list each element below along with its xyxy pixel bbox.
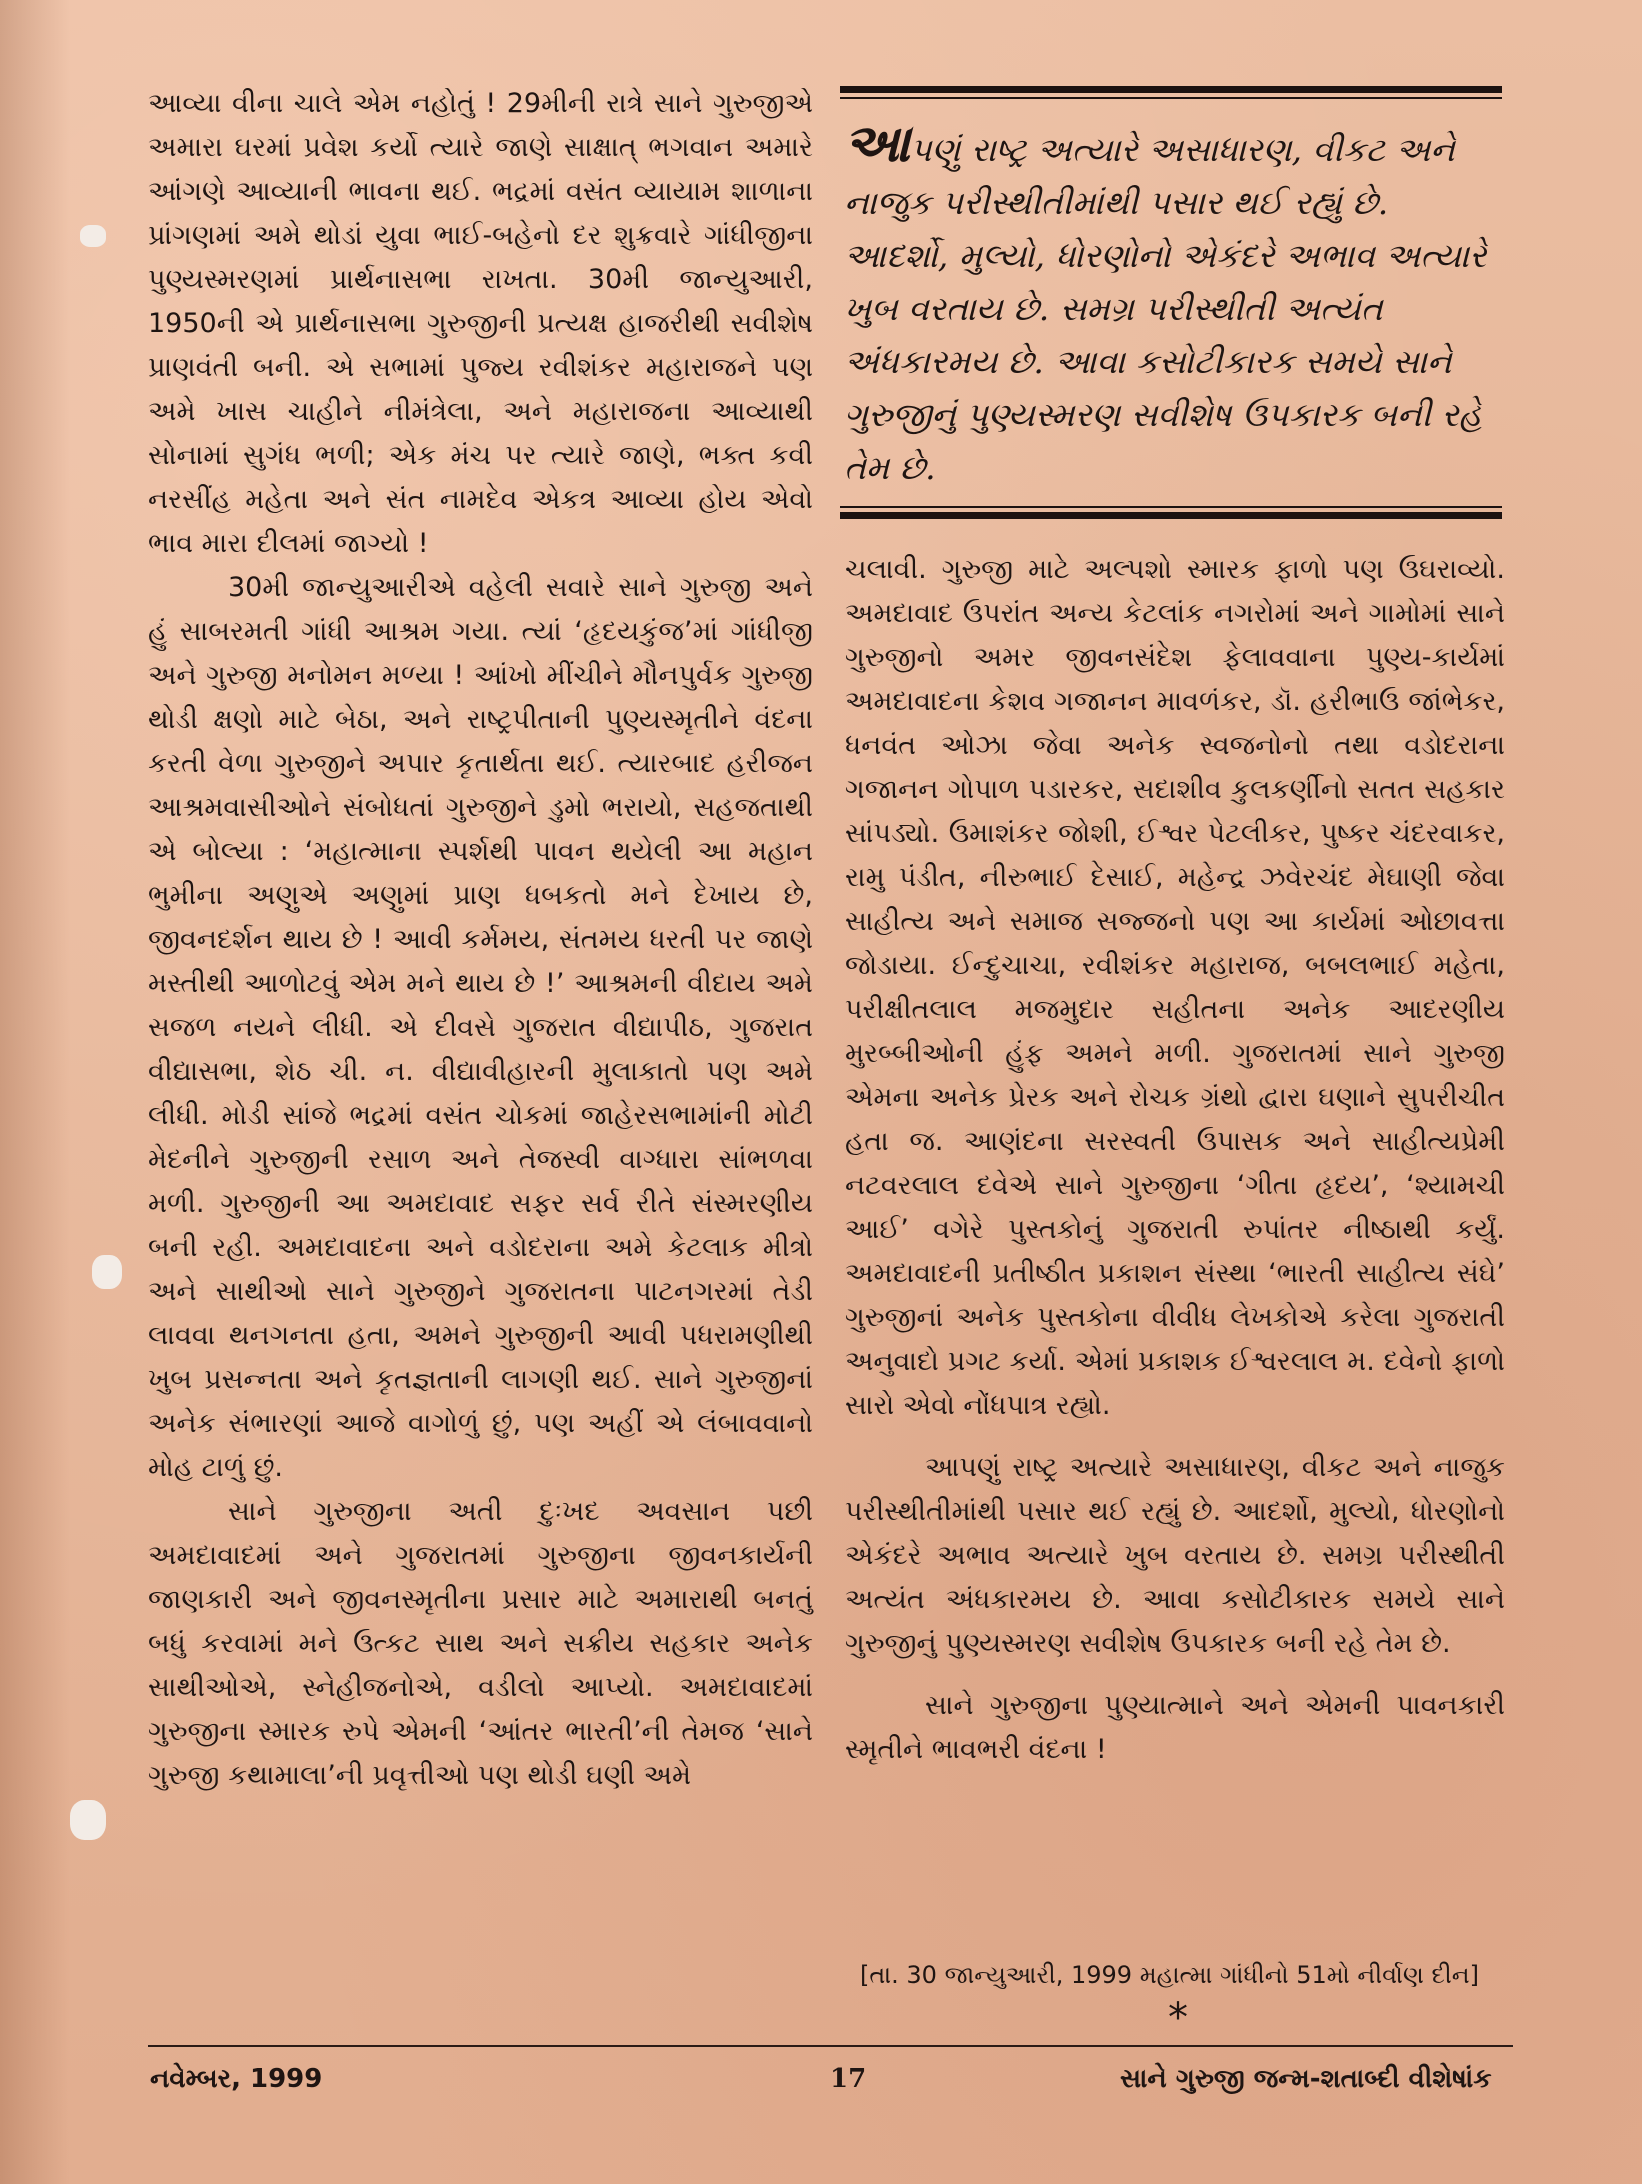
paper-hole — [92, 1255, 122, 1289]
pull-quote-body: પણું રાષ્ટ્ર અત્યારે અસાધારણ, વીકટ અને નાજુક પરીસ્થીતીમાંથી પસાર થઈ રહ્યું છે. આદર્શો, મુલ્યો, ધોરણોનો એકંદરે અભાવ અત્યારે ખુબ વરતાય છે. સમગ્ર પરીસ્થીતી અત્યંત અંધકારમય છે. આવા કસોટીકારક સમયે સાને ગુરુજીનું પુણ્યસ્મરણ સવીશેષ ઉપકારક બની રહે તેમ છે. — [844, 130, 1487, 487]
paragraph: સાને ગુરુજીના પુણ્યાત્માને અને એમની પાવનકારી સ્મૃતીને ભાવભરી વંદના ! — [845, 1690, 1505, 1765]
drop-cap: આ — [844, 113, 911, 174]
pull-quote-text — [840, 99, 1502, 502]
paper-hole — [80, 225, 106, 247]
right-column — [845, 548, 1505, 1772]
paragraph: સાને ગુરુજીના અતી દુઃખદ અવસાન પછી અમદાવાદમાં અને ગુજરાતમાં ગુરુજીના જીવનકાર્યની જાણકારી અને જીવનસ્મૃતીના પ્રસાર માટે અમારાથી બનતું બધું કરવામાં મને ઉત્કટ સાથ અને સક્રીય સહકાર અનેક સાથીઓએ, સ્નેહીજનોએ, વડીલો આપ્યો. અમદાવાદમાં ગુરુજીના સ્મારક રુપે એમની ‘આંતર ભારતી’ની તેમજ ‘સાને ગુરુજી કથામાલા’ની પ્રવૃત્તીઓ પણ થોડી ઘણી અમે — [148, 1496, 813, 1791]
paragraph: આવ્યા વીના ચાલે એમ નહોતું ! 29મીની રાત્રે સાને ગુરુજીએ અમારા ઘરમાં પ્રવેશ કર્યો ત્યારે જાણે સાક્ષાત્ ભગવાન અમારે આંગણે આવ્યાની ભાવના થઈ. ભદ્રમાં વસંત વ્યાયામ શાળાના પ્રાંગણમાં અમે થોડાં યુવા ભાઈ-બહેનો દર શુક્રવારે ગાંધીજીના પુણ્યસ્મરણમાં પ્રાર્થનાસભા રાખતા. 30મી જાન્યુઆરી, 1950ની એ પ્રાર્થનાસભા ગુરુજીની પ્રત્યક્ષ હાજરીથી સવીશેષ પ્રાણવંતી બની. એ સભામાં પુજ્ય રવીશંકર મહારાજને પણ અમે ખાસ ચાહીને નીમંત્રેલા, અને મહારાજના આવ્યાથી સોનામાં સુગંધ ભળી; એક મંચ પર ત્યારે જાણે, ભક્ત કવી નરસીંહ મહેતા અને સંત નામદેવ એકત્ર આવ્યા હોય એવો ભાવ મારા દીલમાં જાગ્યો ! — [148, 88, 813, 559]
footer-divider — [148, 2045, 1513, 2047]
page-edge-shadow — [0, 0, 70, 2184]
divider — [840, 506, 1502, 508]
asterisk-ornament: * — [1168, 1995, 1188, 2041]
footer-date: નવેમ્બર, 1999 — [150, 2064, 323, 2094]
left-column — [148, 82, 813, 1798]
pull-quote — [840, 86, 1502, 519]
footer-issue-title: સાને ગુરુજી જન્મ-શતાબ્દી વીશેષાંક — [1120, 2064, 1492, 2094]
divider — [840, 512, 1502, 519]
paragraph: આપણું રાષ્ટ્ર અત્યારે અસાધારણ, વીકટ અને નાજુક પરીસ્થીતીમાંથી પસાર થઈ રહ્યું છે. આદર્શો, મુલ્યો, ધોરણોનો એકંદરે અભાવ અત્યારે ખુબ વરતાય છે. સમગ્ર પરીસ્થીતી અત્યંત અંધકારમય છે. આવા કસોટીકારક સમયે સાને ગુરુજીનું પુણ્યસ્મરણ સવીશેષ ઉપકારક બની રહે તેમ છે. — [845, 1452, 1505, 1659]
dateline: [તા. 30 જાન્યુઆરી, 1999 મહાત્મા ગાંધીનો 51મો નીર્વાણ દીન] — [860, 1961, 1480, 1989]
divider — [840, 86, 1502, 93]
paragraph: 30મી જાન્યુઆરીએ વહેલી સવારે સાને ગુરુજી અને હું સાબરમતી ગાંધી આશ્રમ ગયા. ત્યાં ‘હૃદયકુંજ’માં ગાંધીજી અને ગુરુજી મનોમન મળ્યા ! આંખો મીંચીને મૌનપુર્વક ગુરુજી થોડી ક્ષણો માટે બેઠા, અને રાષ્ટ્રપીતાની પુણ્યસ્મૃતીને વંદના કરતી વેળા ગુરુજીને અપાર કૃતાર્થતા થઈ. ત્યારબાદ હરીજન આશ્રમવાસીઓને સંબોધતાં ગુરુજીને ડુમો ભરાયો, સહજતાથી એ બોલ્યા : ‘મહાત્માના સ્પર્શથી પાવન થયેલી આ મહાન ભુમીના અણુએ અણુમાં પ્રાણ ધબકતો મને દેખાય છે, જીવનદર્શન થાય છે ! આવી કર્મમય, સંતમય ધરતી પર જાણે મસ્તીથી આળોટવું એમ મને થાય છે !’ આશ્રમની વીદાય અમે સજળ નયને લીધી. એ દીવસે ગુજરાત વીદ્યાપીઠ, ગુજરાત વીદ્યાસભા, શેઠ ચી. ન. વીદ્યાવીહારની મુલાકાતો પણ અમે લીધી. મોડી સાંજે ભદ્રમાં વસંત ચોકમાં જાહેરસભામાંની મોટી મેદનીને ગુરુજીની રસાળ અને તેજસ્વી વાગ્ધારા સાંભળવા મળી. ગુરુજીની આ અમદાવાદ સફર સર્વ રીતે સંસ્મરણીય બની રહી. અમદાવાદના અને વડોદરાના અમે કેટલાક મીત્રો અને સાથીઓ સાને ગુરુજીને ગુજરાતના પાટનગરમાં તેડી લાવવા થનગનતા હતા, અમને ગુરુજીની આવી પધરામણીથી ખુબ પ્રસન્નતા અને કૃતજ્ઞતાની લાગણી થઈ. સાને ગુરુજીનાં અનેક સંભારણાં આજે વાગોળું છું, પણ અહીં એ લંબાવવાનો મોહ ટાળું છું. — [148, 572, 813, 1483]
page-number: 17 — [830, 2064, 867, 2094]
paper-hole — [70, 1800, 106, 1840]
paragraph: ચલાવી. ગુરુજી માટે અલ્પશો સ્મારક ફાળો પણ ઉઘરાવ્યો. અમદાવાદ ઉપરાંત અન્ય કેટલાંક નગરોમાં અને ગામોમાં સાને ગુરુજીનો અમર જીવનસંદેશ ફેલાવવાના પુણ્ય-કાર્યમાં અમદાવાદના કેશવ ગજાનન માવળંકર, ડૉ. હરીભાઉ જાંભેકર, ધનવંત ઓઝા જેવા અનેક સ્વજનોનો તથા વડોદરાના ગજાનન ગોપાળ પડારકર, સદાશીવ કુલકર્ણીનો સતત સહકાર સાંપડ્યો. ઉમાશંકર જોશી, ઈશ્વર પેટલીકર, પુષ્કર ચંદરવાકર, રામુ પંડીત, નીરુભાઈ દેસાઈ, મહેન્દ્ર ઝવેરચંદ મેઘાણી જેવા સાહીત્ય અને સમાજ સજ્જનો પણ આ કાર્યમાં ઓછાવત્તા જોડાયા. ઈન્દુચાચા, રવીશંકર મહારાજ, બબલભાઈ મહેતા, પરીક્ષીતલાલ મજમુદાર સહીતના અનેક આદરણીય મુરબ્બીઓની હુંફ અમને મળી. ગુજરાતમાં સાને ગુરુજી એમના અનેક પ્રેરક અને રોચક ગ્રંથો દ્વારા ઘણાને સુપરીચીત હતા જ. આણંદના સરસ્વતી ઉપાસક અને સાહીત્યપ્રેમી નટવરલાલ દવેએ સાને ગુરુજીના ‘ગીતા હૃદય’, ‘શ્યામચી આઈ’ વગેરે પુસ્તકોનું ગુજરાતી રુપાંતર નીષ્ઠાથી કર્યું. અમદાવાદની પ્રતીષ્ઠીત પ્રકાશન સંસ્થા ‘ભારતી સાહીત્ય સંઘે’ ગુરુજીનાં અનેક પુસ્તકોના વીવીધ લેખકોએ કરેલા ગુજરાતી અનુવાદો પ્રગટ કર્યા. એમાં પ્રકાશક ઈશ્વરલાલ મ. દવેનો ફાળો સારો એવો નોંધપાત્ર રહ્યો. — [845, 554, 1505, 1421]
